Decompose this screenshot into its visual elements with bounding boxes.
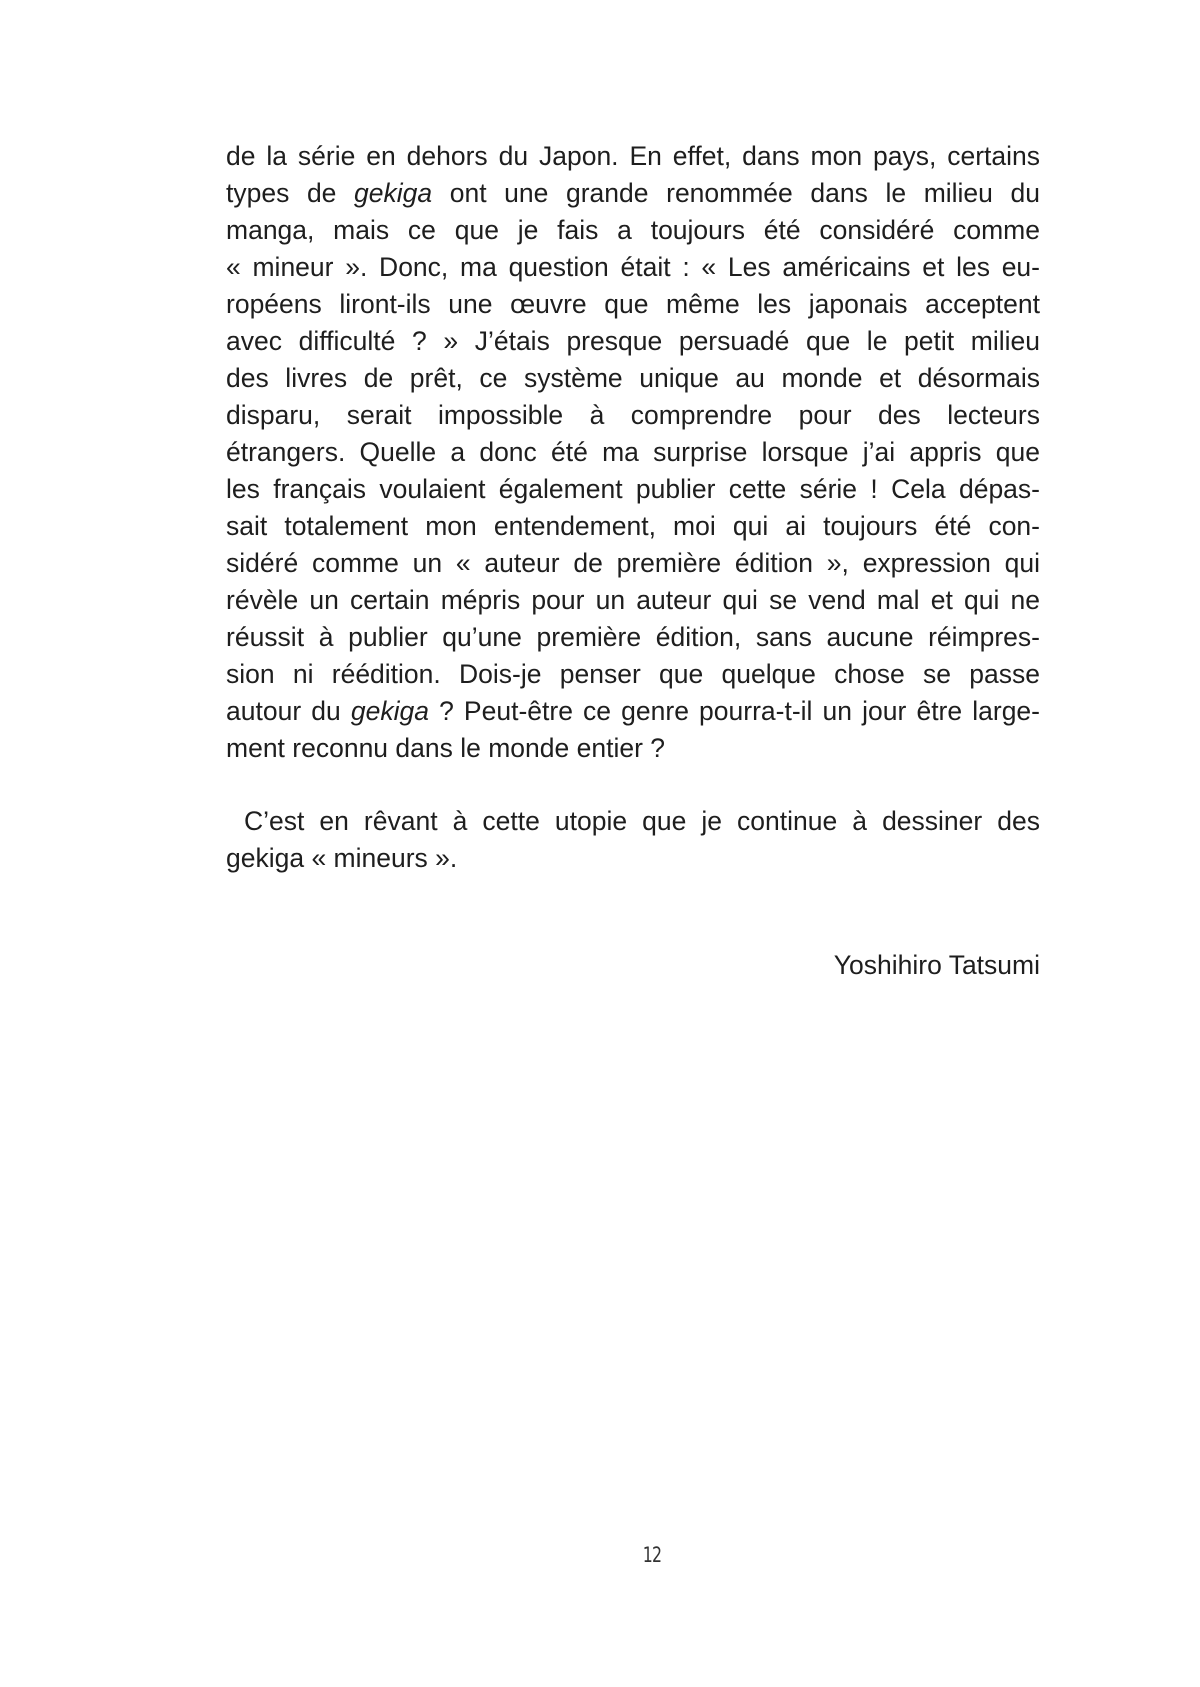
text-line: ment reconnu dans le monde entier ? [226, 733, 665, 763]
page-number: 12 [642, 1543, 662, 1567]
text-line: révèle un certain mépris pour un auteur qui se vend mal et qui ne [226, 585, 1040, 615]
text-line: sait totalement mon entendement, moi qui ai toujours été con- [226, 511, 1040, 541]
paragraph-gap [226, 767, 1040, 803]
signature-gap [226, 877, 1040, 947]
text-line: les français voulaient également publier cette série ! Cela dépas- [226, 474, 1040, 504]
text-line: manga, mais ce que je fais a toujours été considéré comme [226, 215, 1040, 245]
text-line: autour du gekiga ? Peut-être ce genre pourra-t-il un jour être large- [226, 696, 1040, 726]
text-line: de la série en dehors du Japon. En effet, dans mon pays, certains [226, 141, 1040, 171]
body-text [226, 138, 1040, 984]
text-line: sion ni réédition. Dois-je penser que quelque chose se passe [226, 659, 1040, 689]
text-line: types de gekiga ont une grande renommée dans le milieu du [226, 178, 1040, 208]
text-line: réussit à publier qu’une première édition, sans aucune réimpres- [226, 622, 1040, 652]
text-line: « mineur ». Donc, ma question était : « Les américains et les eu- [226, 252, 1040, 282]
author-signature: Yoshihiro Tatsumi [833, 950, 1040, 980]
text-line: des livres de prêt, ce système unique au monde et désormais [226, 363, 1040, 393]
text-line: disparu, serait impossible à comprendre pour des lecteurs [226, 400, 1040, 430]
text-line: étrangers. Quelle a donc été ma surprise lorsque j’ai appris que [226, 437, 1040, 467]
text-line: ropéens liront-ils une œuvre que même les japonais acceptent [226, 289, 1040, 319]
italic-term: gekiga [350, 696, 429, 726]
text-line: gekiga « mineurs ». [226, 843, 458, 873]
text-line: C’est en rêvant à cette utopie que je continue à dessiner des [244, 806, 1040, 836]
text-line: avec difficulté ? » J’étais presque persuadé que le petit milieu [226, 326, 1040, 356]
italic-term: gekiga [354, 178, 433, 208]
text-line: sidéré comme un « auteur de première édition », expression qui [226, 548, 1040, 578]
